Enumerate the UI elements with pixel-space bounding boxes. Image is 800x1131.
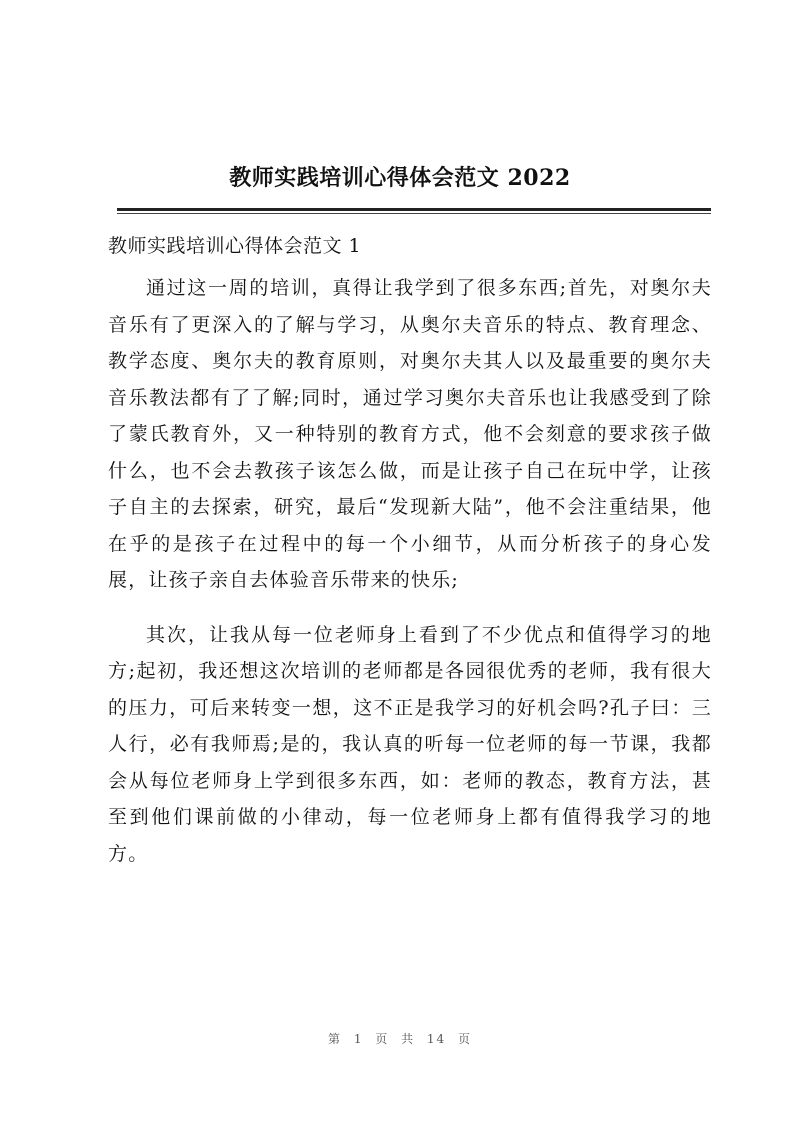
paragraph-1: 通过这一周的培训，真得让我学到了很多东西;首先，对奥尔夫音乐有了更深入的了解与学习，从奥尔夫音乐的特点、教育理念、教学态度、奥尔夫的教育原则，对奥尔夫其人以及最重要的奥尔夫音乐教法都有了了解;同时，通过学习奥尔夫音乐也让我感受到了除了蒙氏教育外，又一种特别的教育方式，他不会刻意的要求孩子做什么，也不会去教孩子该怎么做，而是让孩子自己在玩中学，让孩子自主的去探索，研究，最后“发现新大陆”，他不会注重结果，他在乎的是孩子在过程中的每一个小细节，从而分析孩子的身心发展，让孩子亲自去体验音乐带来的快乐; (108, 277, 712, 591)
section-heading: 教师实践培训心得体会范文 1 (108, 235, 362, 257)
document-title: 教师实践培训心得体会范文 2022 (229, 165, 571, 191)
title-divider (117, 208, 711, 211)
title-divider-thin (117, 213, 711, 214)
paragraph-2: 其次，让我从每一位老师身上看到了不少优点和值得学习的地方;起初，我还想这次培训的老师都是各园很优秀的老师，我有很大的压力，可后来转变一想，这不正是我学习的好机会吗?孔子曰：三人行，必有我师焉;是的，我认真的听每一位老师的每一节课，我都会从每位老师身上学到很多东西，如：老师的教态，教育方法，甚至到他们课前做的小律动，每一位老师身上都有值得我学习的地方。 (108, 623, 712, 865)
page-number-footer: 第 1 页 共 14 页 (328, 1032, 472, 1046)
document-body (108, 270, 712, 872)
